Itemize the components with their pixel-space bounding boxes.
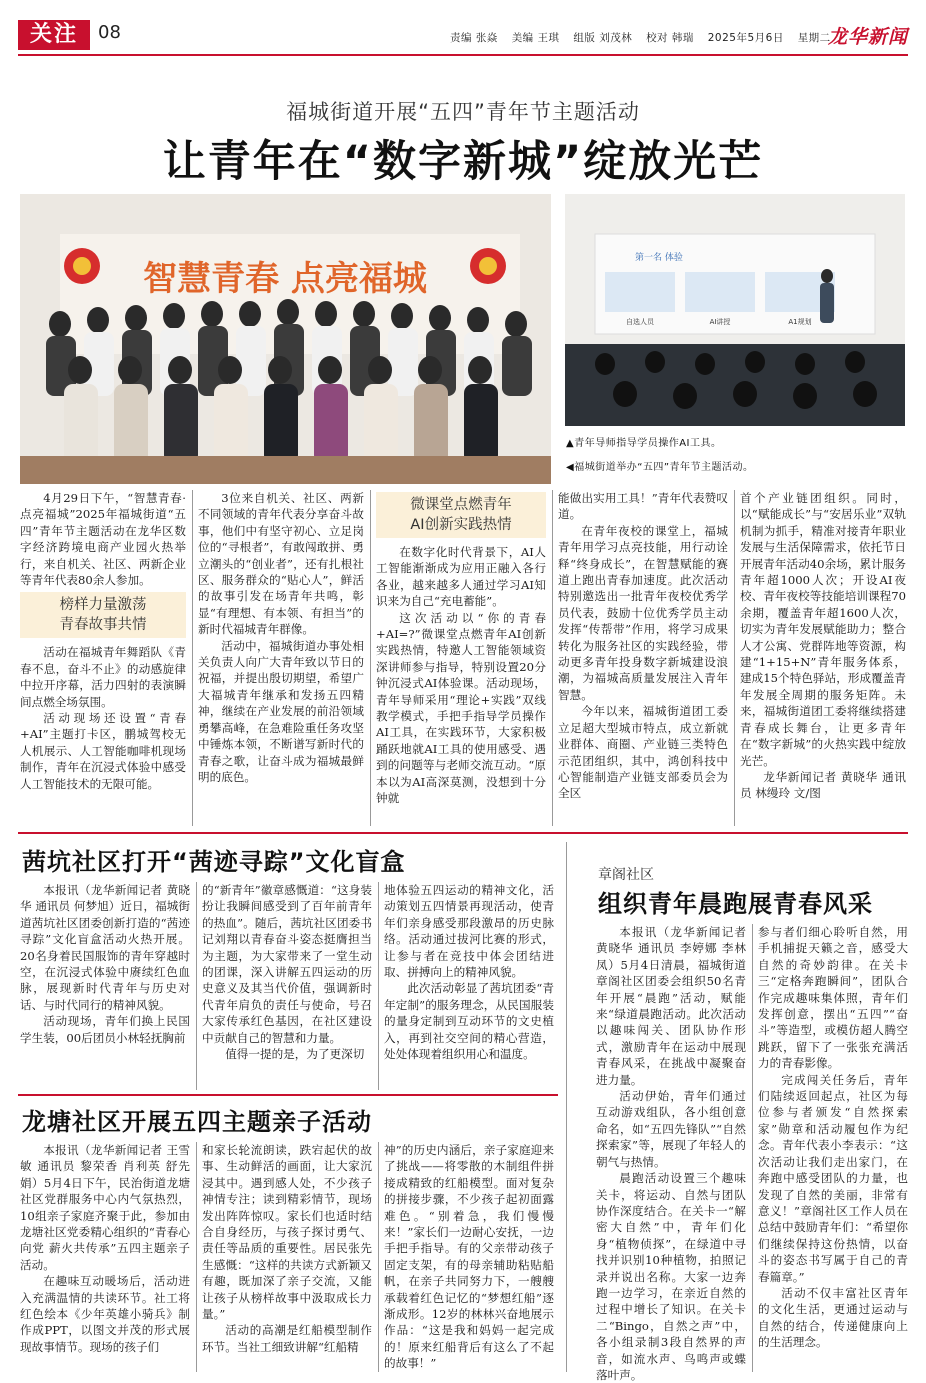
issue-date: 2025年5月6日 xyxy=(707,32,784,44)
paragraph: 此次活动彰显了茜坑团委“青年定制”的服务理念，从民国服装的量身定制到互动环节的文史植入，再到社交空间的精心营造，处处体现着组织用心和温度。 xyxy=(384,981,554,1062)
issue-weekday: 星期二 xyxy=(797,32,831,44)
slide-item-label: A1规划 xyxy=(788,318,812,326)
column-rule xyxy=(192,490,193,826)
editor-credits xyxy=(450,30,841,45)
slide-title: 第一名 体验 xyxy=(635,253,683,263)
column-rule xyxy=(734,490,735,826)
section-label: 关注 xyxy=(18,20,90,50)
paragraph: 活动的高潮是红船模型制作环节。当社工细致讲解“红船精 xyxy=(202,1323,372,1354)
photo-caption: ▲青年导师指导学员操作AI工具。 xyxy=(566,438,722,449)
editor-credit: 组版 刘茂林 xyxy=(573,32,633,44)
paragraph: 的“新青年”徽章感慨道：“这身装扮让我瞬间感受到了百年前青年的热血”。随后，茜坑社区团委书记刘翔以青春奋斗姿态挺膺担当为主题，为大家带来了一堂生动的团课，深入讲解五四运动的历史意义及其当代价值，强调新时代青年肩负的责任与使命，号召大家传承红色基因，在社区建设中贡献自己的智慧和力量。 xyxy=(202,883,372,1045)
column-rule xyxy=(378,882,379,1090)
paragraph: 活动现场，青年们换上民国学生装，00后团员小林轻抚胸前 xyxy=(20,1014,190,1045)
masthead-rule xyxy=(18,54,908,56)
lead-subheadline: 福城街道开展“五四”青年节主题活动 xyxy=(286,100,640,124)
lead-column-5 xyxy=(740,490,906,826)
paragraph: 活动伊始，青年们通过互动游戏组队，各小组创意命名，如“五四先锋队”“自然探索家”等，展现了年轻人的朝气与热情。 xyxy=(596,1089,746,1169)
paragraph: 能做出实用工具！”青年代表赞叹道。 xyxy=(558,491,728,522)
section-callout xyxy=(20,592,186,638)
slide-item-label: 自选人员 xyxy=(626,318,654,326)
paragraph: 地体验五四运动的精神文化，活动策划五四情景再现活动，使青年们亲身感受那段激昂的历史脉络。活动通过拔河比赛的形式，让参与者在竞技中体会团结进取、拼搏向上的精神风貌。 xyxy=(384,883,554,980)
story2-column-1 xyxy=(20,882,190,1090)
story2-headline: 茜坑社区打开“茜迹寻踪”文化盲盒 xyxy=(22,848,406,876)
photo-caption: ◀福城街道举办“五四”青年节主题活动。 xyxy=(566,462,754,473)
paragraph: 完成闯关任务后，青年们陆续返回起点，社区为每位参与者颁发“自然探索家”勋章和活动履包作为纪念。青年代表小李表示：“这次活动让我们走出家门，在奔跑中感受团队的力量，也发现了自然的美丽，非常有意义！”章阁社区工作人员在总结中鼓励青年们：“希望你们继续保持这份热情，以奋斗的姿态书写属于自己的青春篇章。” xyxy=(758,1072,908,1284)
paragraph: 本报讯（龙华新闻记者 黄晓华 通讯员 李婷娜 李林凤）5月4日清晨，福城街道章阁社区团委会组织50名青年开展“晨跑”活动，赋能来“绿道晨跑活动。此次活动以趣味闯关、团队协作形式，激励青年在运动中展现青春风采，在挑战中凝聚奋进力量。 xyxy=(596,925,746,1087)
paragraph: 4月29日下午，“智慧青春·点亮福城”2025年福城街道“五四”青年节主题活动在龙华区数字经济跨境电商产业园火热举行，来自机关、社区、两新企业等青年代表80余人参加。 xyxy=(20,491,186,588)
story2-column-3 xyxy=(384,882,554,1090)
event-banner-text: 智慧青春 点亮福城 xyxy=(143,259,427,299)
story4-headline: 组织青年晨跑展青春风采 xyxy=(598,890,873,918)
callout-line: 青春故事共情 xyxy=(59,617,147,634)
classroom-photo xyxy=(565,194,905,426)
lead-headline: 让青年在“数字新城”绽放光芒 xyxy=(162,137,764,187)
callout-line: AI创新实践热情 xyxy=(410,517,512,533)
paragraph: 神”的历史内涵后，亲子家庭迎来了挑战——将零散的木制组件拼接成精致的红船模型。面对复杂的拼接步骤，不少孩子起初面露难色。“别着急，我们慢慢来！”家长们一边耐心安抚，一边手把手指导。有的父亲带动孩子固定支架，有的母亲辅助粘贴船帆，在亲子共同努力下，一艘艘承载着红色记忆的“梦想红船”逐渐成形。12岁的林林兴奋地展示作品：“这是我和妈妈一起完成的！原来红船背后有这么了不起的故事！” xyxy=(384,1143,554,1371)
paragraph: 活动不仅丰富社区青年的文化生活，更通过运动与自然的结合，传递健康向上的生活理念。 xyxy=(758,1285,908,1350)
slide-item-label: AI讲授 xyxy=(709,318,731,326)
callout-line: 微课堂点燃青年 xyxy=(410,497,512,513)
editor-credit: 美编 王琪 xyxy=(511,32,560,44)
paragraph: 活动在福城青年舞蹈队《青春不息，奋斗不止》的动感旋律中拉开序幕，活力四射的表演瞬间点燃全场氛围。 xyxy=(20,645,186,709)
paragraph: 活动现场还设置“青春+AI”主题打卡区，鹏城驾校无人机展示、人工智能咖啡机现场制作，青年在沉浸式体验中感受人工智能技术的无限可能。 xyxy=(20,711,186,791)
paragraph: 参与者们细心聆听自然，用手机捕捉天籁之音，感受大自然的奇妙韵律。在关卡三“定格奔跑瞬间”，团队合作完成趣味集体照，青年们发挥创意，摆出“五四”“奋斗”等造型，或模仿超人腾空跳跃，留下了一张张充满活力的青春影像。 xyxy=(758,925,908,1071)
paragraph: 在青年夜校的课堂上，福城青年用学习点亮技能，用行动诠释“终身成长”，在智慧赋能的赛道上跑出青春加速度。此次活动特别邀选出一批青年夜校优秀学员代表，鼓励十位优秀学员主动发挥“传帮带”作用，将学习成果转化为服务社区的实践经验，带动更多青年投身数字新城建设浪潮，为福城高质量发展注入青年智慧。 xyxy=(558,523,728,702)
lead-column-3 xyxy=(376,490,546,826)
section-rule xyxy=(566,842,567,1372)
paragraph: 在趣味互动暖场后，活动进入充满温情的共读环节。社工将红色绘本《少年英雄小骑兵》制作成PPT，以图文并茂的形式展现故事情节。现场的孩子们 xyxy=(20,1274,190,1354)
column-rule xyxy=(196,882,197,1090)
group-photo xyxy=(20,194,551,484)
page-number: 08 xyxy=(98,22,121,43)
story4-column-2 xyxy=(758,924,908,1372)
story3-column-1 xyxy=(20,1142,190,1372)
paragraph: 活动中，福城街道办事处相关负责人向广大青年致以节日的祝福，并提出殷切期望，希望广大福城青年继承和发扬五四精神，继续在产业发展的前沿领域勇攀高峰，在急难险重任务攻坚中锤炼本领，不断谱写新时代的青春之歌，让奋斗成为福城最鲜明的底色。 xyxy=(198,638,364,784)
story3-headline: 龙塘社区开展五四主题亲子活动 xyxy=(22,1108,372,1136)
callout-line: 榜样力量激荡 xyxy=(59,597,147,614)
paragraph: 本报讯（龙华新闻记者 王雪敏 通讯员 黎荣香 肖利英 舒先娟）5月4日下午，民治街道龙塘社区党群服务中心内气氛热烈，10组亲子家庭齐聚于此，参加由龙塘社区党委精心组织的“青春心向党 薪火共传承”五四主题亲子活动。 xyxy=(20,1143,190,1272)
group-photo-illustration xyxy=(20,194,551,484)
story4-kicker: 章阁社区 xyxy=(598,867,654,883)
section-callout xyxy=(376,492,546,538)
column-rule xyxy=(552,490,553,826)
paragraph: 在数字化时代背景下，AI人工智能渐渐成为应用正融入各行各业，越来越多人通过学习AI知识来为自己“充电蓄能”。 xyxy=(376,545,546,609)
newspaper-logo: 龙华新闻 xyxy=(827,26,908,48)
lead-column-4 xyxy=(558,490,728,826)
byline: 龙华新闻记者 黄晓华 通讯员 林缦玲 文/图 xyxy=(740,769,906,801)
story4-column-1 xyxy=(596,924,746,1382)
paragraph: 3位来自机关、社区、两新不同领域的青年代表分享奋斗故事，他们中有坚守初心、立足岗位的“寻根者”，有敢闯敢拼、勇立潮头的“创业者”，还有扎根社区、服务群众的“贴心人”，鲜活的故事引发在场青年共鸣，彰显“有理想、有本领、有担当”的新时代福城青年群像。 xyxy=(198,491,364,637)
editor-credit: 校对 韩瑞 xyxy=(646,32,694,44)
paragraph: 值得一提的是，为了更深切 xyxy=(225,1047,365,1062)
column-rule xyxy=(370,490,371,826)
editor-credit: 责编 张焱 xyxy=(450,32,498,44)
story-divider xyxy=(18,1094,558,1096)
paragraph: 晨跑活动设置三个趣味关卡，将运动、自然与团队协作深度结合。在关卡一“解密大自然”中，青年们化身“植物侦探”，在绿道中寻找并识别10种植物，拍照记录并说出名称。大家一边奔跑一边学习，在亲近自然的过程中增长了知识。在关卡二“Bingo，自然之声”中，各小组录制3段自然界的声音，如流水声、鸟鸣声或蝶落叶声。 xyxy=(596,1171,746,1382)
story-divider xyxy=(18,832,908,834)
column-rule xyxy=(196,1142,197,1372)
story3-column-3 xyxy=(384,1142,554,1372)
paragraph: 首个产业链团组织。同时，以“赋能成长”与“安居乐业”双轨机制为抓手，精准对接青年职业发展与生活保障需求，依托节日开展青年活动40余场，累计服务青年超1000人次；开设AI夜校、青年夜校等技能培训课程70余期，覆盖青年超1600人次，切实为青年发展赋能助力；整合人才公寓、党群阵地等资源，构建“1+15+N”青年服务体系，建成15个特色驿站，形成覆盖青年发展全周期的服务矩阵。未来，福城街道团工委将继续搭建青春成长舞台，让更多青年在“数字新城”的火热实践中绽放光芒。 xyxy=(740,491,906,768)
paragraph: 本报讯（龙华新闻记者 黄晓华 通讯员 何梦旭）近日，福城街道茜坑社区团委创新打造的“茜迹寻踪”文化盲盒活动火热开展。20名身着民国服饰的青年穿越时空，在沉浸式体验中赓续红色血脉，展现新时代青年与历史对话、与时代同行的精神风貌。 xyxy=(20,883,190,1012)
story2-column-2 xyxy=(202,882,372,1090)
lead-column-2 xyxy=(198,490,364,826)
lead-column-1 xyxy=(20,490,186,826)
paragraph: 和家长轮流朗读，跌宕起伏的故事、生动鲜活的画面，让大家沉浸其中。遇到感人处，不少孩子神情专注；读到精彩情节，现场发出阵阵惊叹。家长们也适时结合自身经历，与孩子探讨勇气、责任等品质的重要性。居民张先生感慨：“这样的共读方式新颖又有趣，既加深了亲子交流，又能让孩子从榜样故事中汲取成长力量。” xyxy=(202,1143,372,1322)
paragraph: 今年以来，福城街道团工委立足超大型城市特点，成立新就业群体、商圈、产业链三类特色示范团组织，其中，鸿创科技中心智能制造产业链支部委员会为全区 xyxy=(558,704,728,801)
story3-column-2 xyxy=(202,1142,372,1372)
masthead xyxy=(18,14,908,54)
paragraph: 这次活动以“你的青春+AI=?”微课堂点燃青年AI创新实践热情，特邀人工智能领域资深讲师参与指导，特别设置20分钟沉浸式AI体验课。活动现场，青年导师采用“理论+实践”双线教学模式，手把手指导学员操作AI工具，在实践环节，大家积极踊跃地就AI工具的使用感受、遇到的问题等与老师交流互动。“原本以为AI高深莫测，没想到十分钟就 xyxy=(376,610,546,806)
column-rule xyxy=(378,1142,379,1372)
classroom-photo-illustration xyxy=(565,194,905,426)
column-rule xyxy=(752,924,753,1372)
